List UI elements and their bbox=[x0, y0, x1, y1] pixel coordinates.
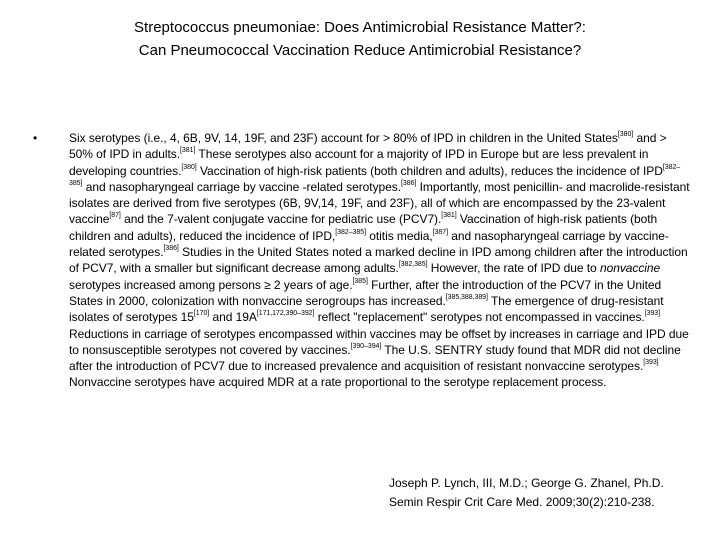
body-text-segment: and > 50% of IPD in adults. bbox=[69, 131, 667, 162]
citation-ref: [382–385] bbox=[335, 228, 366, 236]
citation-ref: [386] bbox=[163, 245, 179, 253]
citation-ref: [393] bbox=[644, 310, 661, 318]
citation-ref: [390–394] bbox=[350, 342, 382, 350]
body-text-segment: Importantly, most penicillin- and macrolide-resistant isolates are derived from five serotypes (6B, 9V,14, 19F, and 23F), all of which are encompassed by the 23-valent vaccine bbox=[69, 179, 690, 227]
citation-ref: [386] bbox=[401, 179, 417, 187]
citation-ref: [382,385] bbox=[398, 261, 428, 269]
body-text-segment: Six serotypes (i.e., 4, 6B, 9V, 14, 19F, and 23F) account for > 80% of IPD in children in the United States bbox=[69, 131, 618, 145]
title-line-2: Can Pneumococcal Vaccination Reduce Antimicrobial Resistance? bbox=[138, 42, 582, 59]
body-text-segment: However, the rate of IPD due to bbox=[427, 261, 600, 276]
citation-ref: [382–385] bbox=[69, 163, 681, 187]
citation-ref: [385,388,389] bbox=[445, 293, 488, 301]
citation-authors: Joseph P. Lynch, III, M.D.; George G. Zhanel, Ph.D. bbox=[389, 476, 664, 490]
citation-ref: [381] bbox=[441, 212, 457, 220]
citation-ref: [380] bbox=[617, 131, 634, 138]
body-text-segment: Further, after the introduction of the PCV7 in the United States in 2000, colonization with nonvaccine serogroups has increased. bbox=[69, 277, 662, 308]
body-text-segment: serotypes increased among persons ≥ 2 years of age. bbox=[69, 277, 353, 292]
body-text-segment: Nonvaccine serotypes have acquired MDR at a rate proportional to the serotype replacement process. bbox=[69, 375, 607, 390]
body-text-segment: Studies in the United States noted a marked decline in IPD among children after the introduction of PCV7, with a smaller but significant decrease among adults. bbox=[69, 245, 688, 276]
body-text-segment: Reductions in carriage of serotypes encompassed within vaccines may be offset by increases in carriage and IPD due to nonsusceptible serotypes not covered by vaccines. bbox=[69, 326, 689, 357]
citation-ref: [385] bbox=[352, 277, 368, 285]
body-text-segment: and 19A bbox=[209, 310, 257, 325]
body-text-segment: The emergence of drug-resistant isolates of serotypes 15 bbox=[69, 293, 664, 325]
body-text-segment: and the 7-valent conjugate vaccine for pediatric use (PCV7). bbox=[120, 212, 442, 227]
citation-ref: [393] bbox=[643, 359, 659, 367]
citation-ref: [387] bbox=[432, 228, 448, 236]
body-paragraph bbox=[69, 130, 691, 391]
citation bbox=[389, 474, 709, 512]
title-line-1: Streptococcus pneumoniae: Does Antimicrobial Resistance Matter?: bbox=[134, 19, 586, 36]
body-text-segment: and nasopharyngeal carriage by vaccine-related serotypes. bbox=[69, 228, 669, 260]
body-text-segment: otitis media, bbox=[365, 228, 433, 243]
citation-journal: Semin Respir Crit Care Med. 2009;30(2):210-238. bbox=[389, 495, 655, 509]
citation-ref: [381] bbox=[180, 147, 196, 155]
citation-ref: [87] bbox=[109, 212, 121, 220]
bullet-marker: • bbox=[33, 131, 38, 145]
emphasized-text: nonvaccine bbox=[599, 261, 661, 276]
body-text-segment: and nasopharyngeal carriage by vaccine -related serotypes. bbox=[82, 179, 402, 194]
citation-ref: [170] bbox=[193, 310, 210, 318]
body-text-segment: reflect "replacement" serotypes not encompassed in vaccines. bbox=[314, 310, 645, 325]
slide-title bbox=[40, 16, 680, 62]
body-text-segment: Vaccination of high-risk patients (both children and adults), reduces the incidence of IPD bbox=[196, 163, 663, 178]
citation-ref: [380] bbox=[181, 163, 197, 171]
body-text-segment: These serotypes also account for a majority of IPD in Europe but are less prevalent in developing countries. bbox=[69, 147, 649, 178]
body-text-segment: Vaccination of high-risk patients (both children and adults), reduced the incidence of IPD, bbox=[69, 212, 658, 243]
body-text-segment: The U.S. SENTRY study found that MDR did not decline after the introduction of PCV7 due to increased prevalence and acquisition of resistant nonvaccine serotypes. bbox=[69, 342, 681, 374]
citation-ref: [171,172,390–392] bbox=[256, 310, 315, 318]
